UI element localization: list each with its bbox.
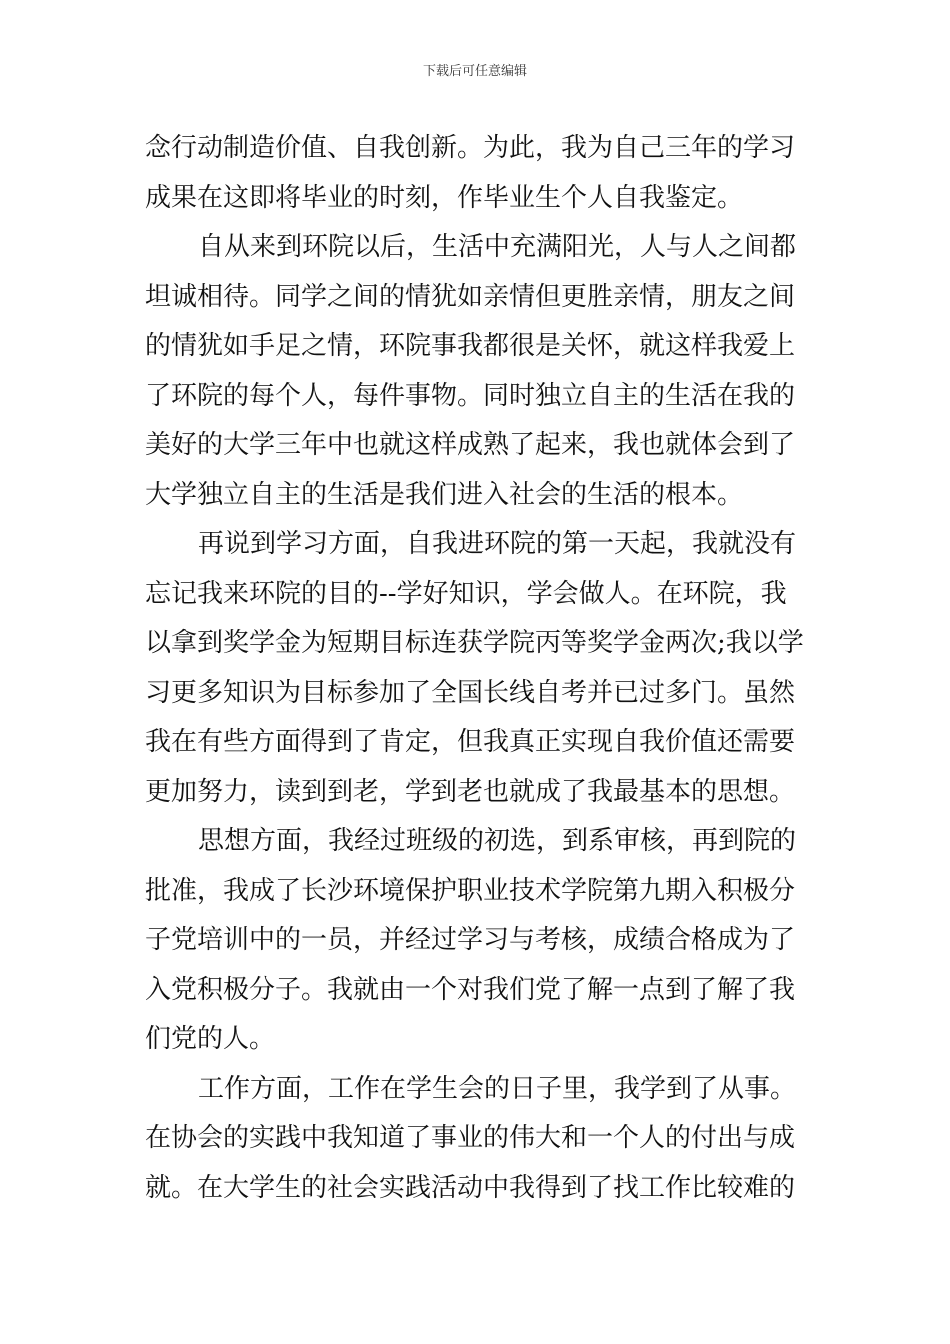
text-line: 了环院的每个人，每件事物。同时独立自主的生活在我的 (145, 380, 796, 411)
document-body (145, 124, 815, 1213)
text-line: 就。在大学生的社会实践活动中我得到了找工作比较难的 (145, 1172, 796, 1203)
text-line: 批准，我成了长沙环境保护职业技术学院第九期入积极分 (145, 875, 796, 906)
text-line: 忘记我来环院的目的--学好知识，学会做人。在环院，我 (145, 578, 787, 609)
page-header: 下载后可任意编辑 (422, 64, 527, 79)
text-line: 们党的人。 (145, 1024, 276, 1054)
text-line: 更加努力，读到到老，学到老也就成了我最基本的思想。 (145, 776, 796, 807)
text-line: 美好的大学三年中也就这样成熟了起来，我也就体会到了 (145, 430, 796, 460)
paragraph-start-line: 工作方面，工作在学生会的日子里，我学到了从事。 (198, 1073, 797, 1104)
text-line: 在协会的实践中我知道了事业的伟大和一个人的付出与成 (145, 1123, 796, 1153)
paragraph-start-line: 思想方面，我经过班级的初选，到系审核，再到院的 (198, 826, 797, 856)
text-line: 以拿到奖学金为短期目标连获学院丙等奖学金两次;我以学 (145, 628, 804, 658)
text-line: 入党积极分子。我就由一个对我们党了解一点到了解了我 (145, 974, 796, 1005)
text-line: 成果在这即将毕业的时刻，作毕业生个人自我鉴定。 (145, 182, 744, 213)
paragraph-start-line: 再说到学习方面，自我进环院的第一天起，我就没有 (198, 529, 797, 559)
text-line: 我在有些方面得到了肯定，但我真正实现自我价值还需要 (145, 727, 796, 757)
text-line: 坦诚相待。同学之间的情犹如亲情但更胜亲情，朋友之间 (145, 281, 796, 312)
paragraph-start-line: 自从来到环院以后，生活中充满阳光，人与人之间都 (198, 232, 797, 262)
text-line: 念行动制造价值、自我创新。为此，我为自己三年的学习 (145, 133, 796, 163)
text-line: 子党培训中的一员，并经过学习与考核，成绩合格成为了 (145, 925, 796, 955)
text-line: 习更多知识为目标参加了全国长线自考并已过多门。虽然 (145, 677, 796, 708)
text-line: 的情犹如手足之情，环院事我都很是关怀，就这样我爱上 (145, 331, 796, 361)
text-line: 大学独立自主的生活是我们进入社会的生活的根本。 (145, 479, 744, 510)
